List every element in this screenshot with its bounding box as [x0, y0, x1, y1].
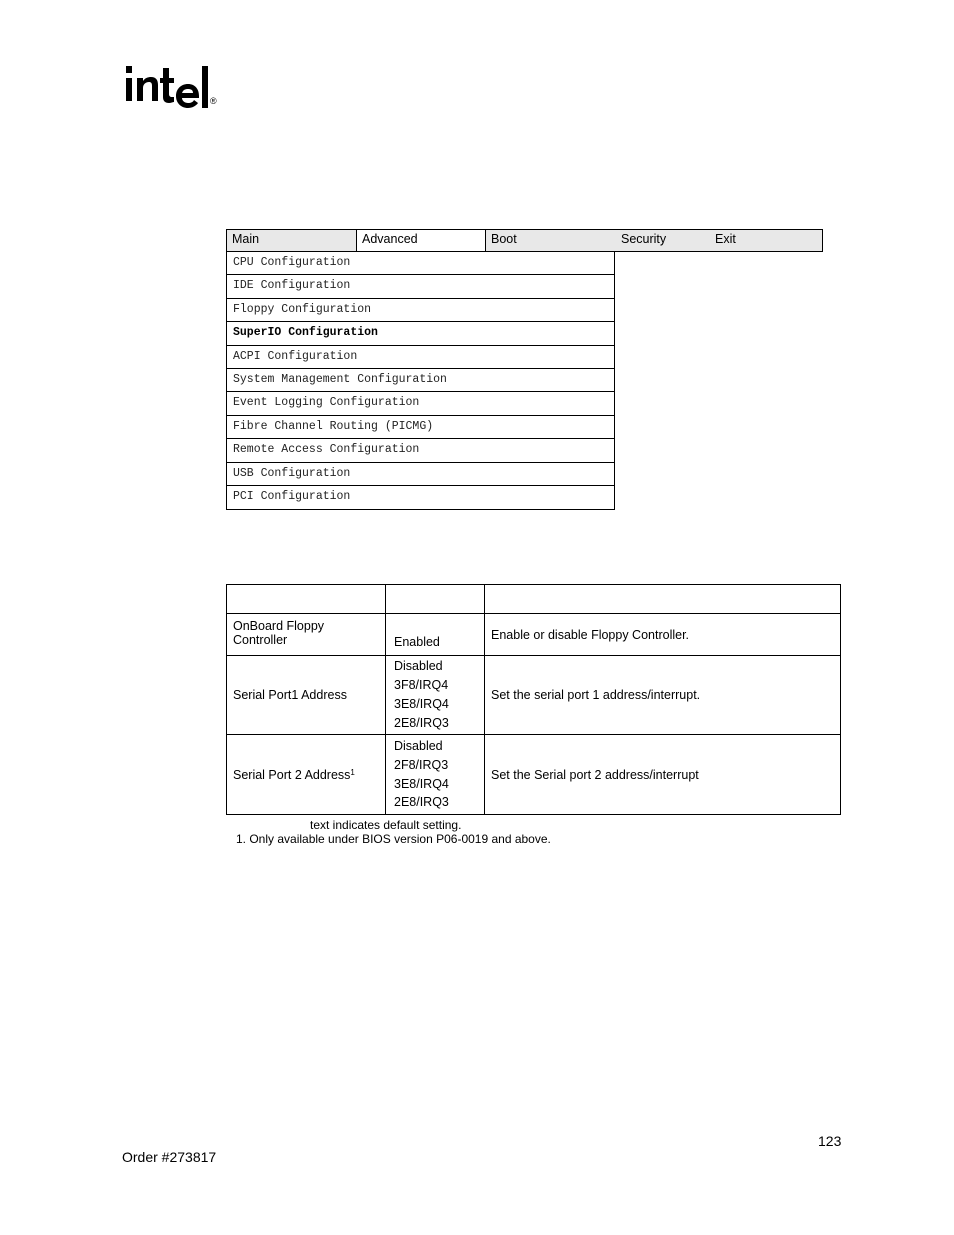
menu-item-cpu-configuration[interactable]: CPU Configuration: [227, 252, 614, 275]
description-cell: Set the serial port 1 address/interrupt.: [485, 656, 841, 735]
feature-cell: [227, 735, 386, 815]
menu-item-acpi-configuration[interactable]: ACPI Configuration: [227, 346, 614, 369]
menu-item-pci-configuration[interactable]: PCI Configuration: [233, 489, 351, 503]
bios-menu-bar: [226, 229, 823, 252]
menu-item-usb-configuration[interactable]: USB Configuration: [227, 463, 614, 486]
option-value: 3F8/IRQ4: [394, 678, 449, 693]
feature-label: Serial Port 2 Address: [233, 767, 351, 782]
description-cell: Enable or disable Floppy Controller.: [485, 614, 841, 656]
tab-main[interactable]: Main: [227, 230, 357, 251]
intel-logo: [122, 60, 222, 118]
description-cell: Set the Serial port 2 address/interrupt: [485, 735, 841, 815]
option-value: Enabled: [386, 614, 485, 656]
menu-item-event-logging-configuration[interactable]: Event Logging Configuration: [227, 392, 614, 415]
option-value: Disabled: [394, 738, 443, 753]
feature-cell: OnBoard Floppy Controller: [227, 614, 386, 656]
menu-item-ide-configuration[interactable]: IDE Configuration: [227, 275, 614, 298]
menu-item-remote-access-configuration[interactable]: Remote Access Configuration: [227, 439, 614, 462]
menu-item-floppy-configuration[interactable]: Floppy Configuration: [227, 299, 614, 322]
option-value: 2F8/IRQ3: [394, 757, 449, 772]
advanced-submenu: [226, 252, 615, 510]
menu-item-fibre-channel-routing[interactable]: Fibre Channel Routing (PICMG): [227, 416, 614, 439]
menu-item-superio-configuration[interactable]: SuperIO Configuration: [227, 322, 614, 345]
header-options: [386, 585, 485, 614]
option-value: Disabled: [394, 659, 443, 674]
tab-boot[interactable]: Boot: [491, 232, 517, 246]
options-cell: [386, 656, 485, 735]
tab-security[interactable]: Security: [621, 232, 667, 246]
option-value: 3E8/IRQ4: [394, 697, 449, 711]
option-value: 2E8/IRQ3: [394, 795, 449, 810]
order-number: Order #273817: [122, 1149, 217, 1165]
option-value: 2E8/IRQ3: [394, 715, 449, 730]
default-setting-note: text indicates default setting.: [310, 818, 462, 832]
registered-mark: ®: [210, 96, 217, 106]
footnote-1: 1. Only available under BIOS version P06-0019 and above.: [236, 832, 551, 846]
options-cell: [386, 735, 485, 815]
footnote-mark: 1: [350, 767, 355, 777]
feature-cell: Serial Port1 Address: [227, 656, 386, 735]
tab-exit[interactable]: Exit: [715, 232, 736, 246]
table-row: [227, 656, 841, 735]
option-value: 3E8/IRQ4: [394, 776, 449, 791]
table-header-row: [227, 585, 841, 614]
header-feature: [227, 585, 386, 614]
page-number: 123: [818, 1133, 842, 1149]
table-row: [227, 735, 841, 815]
tab-advanced[interactable]: Advanced: [357, 230, 486, 251]
table-row: [227, 614, 841, 656]
menu-item-system-management-configuration[interactable]: System Management Configuration: [227, 369, 614, 392]
superio-settings-table: [226, 584, 841, 815]
header-description: [485, 585, 841, 614]
